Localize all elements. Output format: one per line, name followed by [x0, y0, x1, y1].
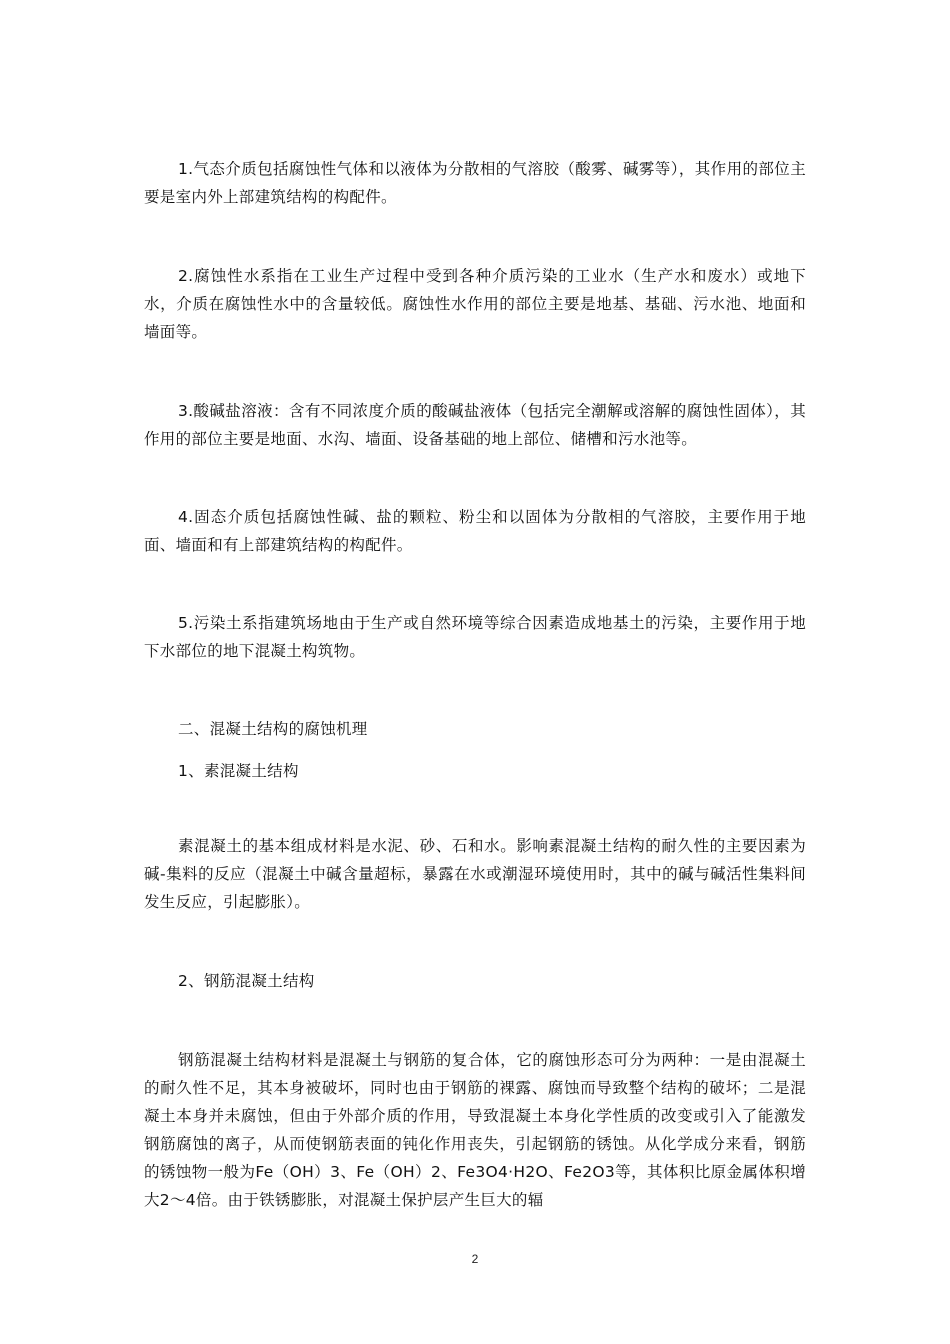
- page-number: 2: [471, 1252, 479, 1266]
- paragraph-acid-base-salt: 3.酸碱盐溶液：含有不同浓度介质的酸碱盐液体（包括完全潮解或溶解的腐蚀性固体），其作用的部位主要是地面、水沟、墙面、设备基础的地上部位、储槽和污水池等。: [144, 402, 806, 448]
- paragraph-corrosive-water: 2.腐蚀性水系指在工业生产过程中受到各种介质污染的工业水（生产水和废水）或地下水，介质在腐蚀性水中的含量较低。腐蚀性水作用的部位主要是地基、基础、污水池、地面和墙面等。: [144, 267, 806, 341]
- subsection-heading-reinforced-concrete: 2、钢筋混凝土结构: [178, 972, 315, 990]
- paragraph-plain-concrete: 素混凝土的基本组成材料是水泥、砂、石和水。影响素混凝土结构的耐久性的主要因素为碱-集料的反应（混凝土中碱含量超标，暴露在水或潮湿环境使用时，其中的碱与碱活性集料间发生反应，引起膨胀）。: [144, 837, 806, 911]
- paragraph-polluted-soil: 5.污染土系指建筑场地由于生产或自然环境等综合因素造成地基土的污染，主要作用于地下水部位的地下混凝土构筑物。: [144, 614, 806, 660]
- subsection-heading-plain-concrete: 1、素混凝土结构: [178, 762, 299, 780]
- paragraph-gaseous-media: 1.气态介质包括腐蚀性气体和以液体为分散相的气溶胶（酸雾、碱雾等），其作用的部位主要是室内外上部建筑结构的构配件。: [144, 160, 806, 206]
- section-heading: 二、混凝土结构的腐蚀机理: [178, 720, 368, 738]
- paragraph-solid-media: 4.固态介质包括腐蚀性碱、盐的颗粒、粉尘和以固体为分散相的气溶胶，主要作用于地面、墙面和有上部建筑结构的构配件。: [144, 508, 806, 554]
- paragraph-reinforced-concrete: 钢筋混凝土结构材料是混凝土与钢筋的复合体，它的腐蚀形态可分为两种：一是由混凝土的耐久性不足，其本身被破坏，同时也由于钢筋的裸露、腐蚀而导致整个结构的破坏；二是混凝土本身并未腐蚀，但由于外部介质的作用，导致混凝土本身化学性质的改变或引入了能激发钢筋腐蚀的离子，从而使钢筋表面的钝化作用丧失，引起钢筋的锈蚀。从化学成分来看，钢筋的锈蚀物一般为Fe（OH）3、Fe（OH）2、Fe3O4·H2O、Fe2O3等，其体积比原金属体积增大2～4倍。由于铁锈膨胀，对混凝土保护层产生巨大的辐: [144, 1051, 806, 1209]
